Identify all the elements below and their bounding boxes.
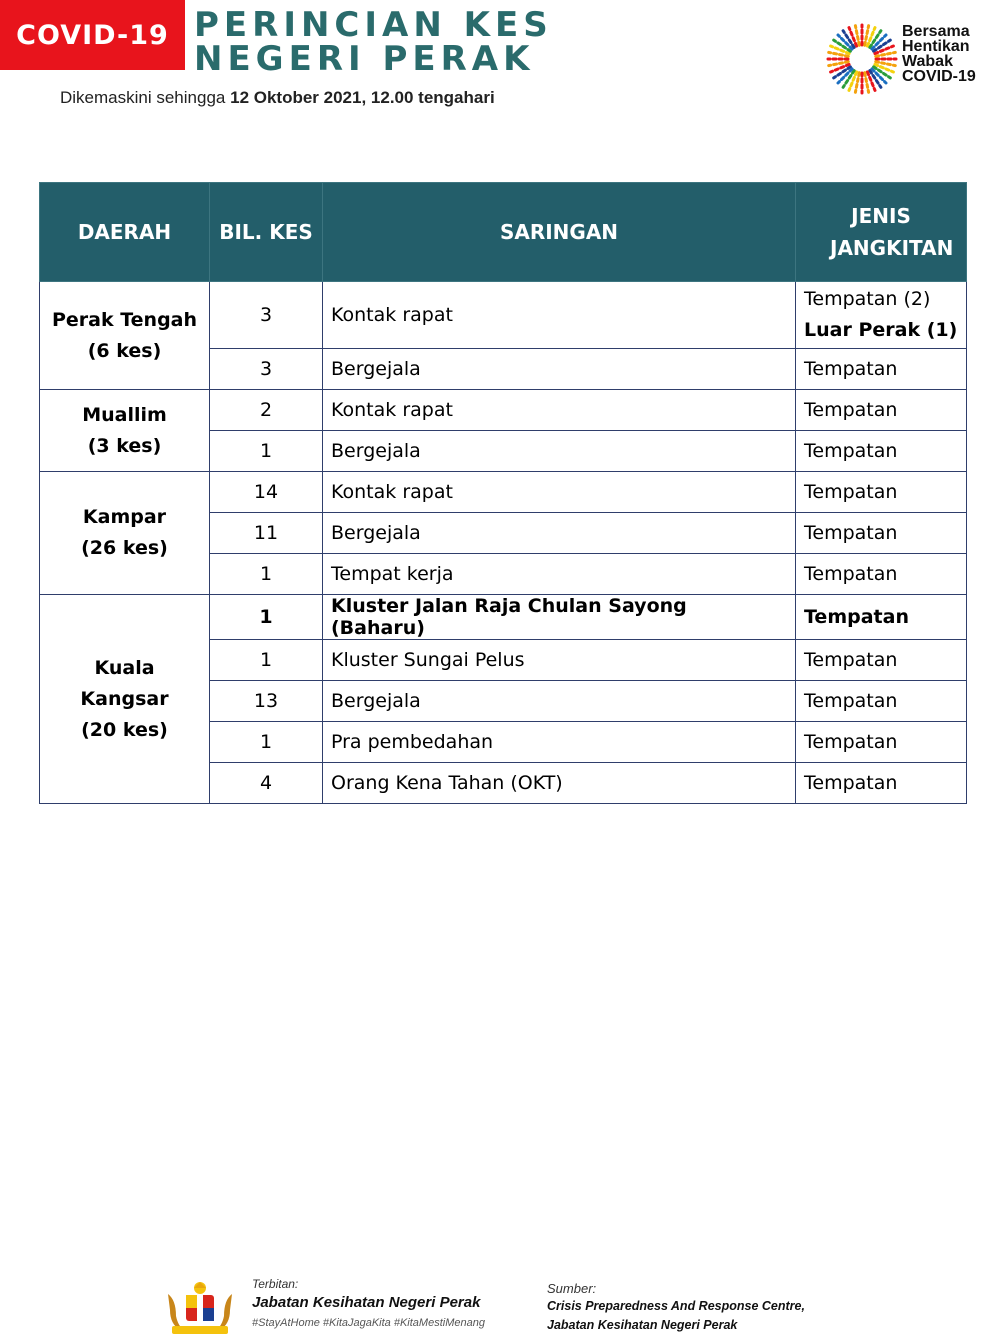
bil-cell: 4: [210, 763, 323, 804]
saringan-cell: Kluster Jalan Raja Chulan Sayong (Baharu): [323, 595, 796, 640]
jenis-cell: Tempatan: [796, 763, 967, 804]
daerah-name: Muallim: [82, 403, 167, 426]
title-line-1: PERINCIAN KES: [194, 5, 553, 45]
jenis-cell: Tempatan: [796, 640, 967, 681]
saringan-cell: Tempat kerja: [323, 554, 796, 595]
bil-cell: 11: [210, 513, 323, 554]
sunburst-icon: [826, 18, 902, 100]
jenis-cell: Tempatan: [796, 681, 967, 722]
jenis-cell: Tempatan: [796, 722, 967, 763]
cases-table: [39, 182, 967, 804]
header-bil-kes: BIL. KES: [210, 183, 323, 282]
bil-cell: 14: [210, 472, 323, 513]
footer-source: [547, 1281, 805, 1334]
footer-publisher: [252, 1277, 485, 1329]
daerah-total: (6 kes): [87, 339, 162, 362]
updated-date: 12 Oktober 2021, 12.00 tengahari: [230, 88, 495, 107]
jenis-cell: Tempatan: [796, 513, 967, 554]
logo-line: COVID-19: [902, 68, 976, 85]
jenis-value: Tempatan (2): [804, 288, 931, 310]
jenis-cell: [796, 282, 967, 349]
daerah-name: Kampar: [82, 506, 167, 528]
header-jenis-jangkitan: JENIS JANGKITAN: [796, 183, 967, 282]
logo-line: Bersama: [902, 23, 970, 40]
updated-prefix: Dikemaskini sehingga: [60, 88, 226, 107]
bil-cell: 1: [210, 595, 323, 640]
table-row: [40, 595, 967, 640]
jenis-extra-value: Luar Perak (1): [804, 319, 958, 341]
logo-text: [902, 24, 976, 84]
logo-line: Wabak: [902, 53, 953, 70]
table-row: [40, 472, 967, 513]
saringan-cell: Bergejala: [323, 513, 796, 554]
covid-badge: COVID-19: [0, 0, 185, 70]
header-saringan: SARINGAN: [323, 183, 796, 282]
daerah-name: Kuala Kangsar: [80, 656, 169, 710]
daerah-cell: [40, 472, 210, 595]
bil-cell: 3: [210, 282, 323, 349]
terbitan-label: Terbitan:: [252, 1277, 299, 1291]
table-header-row: [40, 183, 967, 282]
jenis-cell: Tempatan: [796, 431, 967, 472]
daerah-cell: [40, 282, 210, 390]
source-line-1: Crisis Preparedness And Response Centre,: [547, 1299, 805, 1313]
sumber-label: Sumber:: [547, 1281, 597, 1296]
updated-timestamp: [60, 88, 495, 108]
bil-cell: 1: [210, 554, 323, 595]
jenis-cell: Tempatan: [796, 595, 967, 640]
bil-cell: 1: [210, 640, 323, 681]
logo-line: Hentikan: [902, 38, 970, 55]
saringan-cell: Pra pembedahan: [323, 722, 796, 763]
saringan-cell: Bergejala: [323, 349, 796, 390]
saringan-cell: Kontak rapat: [323, 390, 796, 431]
daerah-total: (20 kes): [81, 718, 168, 741]
daerah-cell: [40, 390, 210, 472]
title-line-2: NEGERI PERAK: [194, 39, 535, 79]
malaysia-crest-icon: [162, 1280, 238, 1336]
saringan-cell: Bergejala: [323, 681, 796, 722]
saringan-cell: Kluster Sungai Pelus: [323, 640, 796, 681]
bil-cell: 13: [210, 681, 323, 722]
page-title: [194, 5, 553, 79]
saringan-cell: Bergejala: [323, 431, 796, 472]
publisher-name: Jabatan Kesihatan Negeri Perak: [252, 1294, 481, 1311]
jenis-cell: Tempatan: [796, 472, 967, 513]
bil-cell: 1: [210, 722, 323, 763]
saringan-cell: Kontak rapat: [323, 472, 796, 513]
header-daerah: DAERAH: [40, 183, 210, 282]
saringan-cell: Orang Kena Tahan (OKT): [323, 763, 796, 804]
source-line-2: Jabatan Kesihatan Negeri Perak: [547, 1318, 738, 1332]
jenis-cell: Tempatan: [796, 349, 967, 390]
daerah-name: Perak Tengah: [51, 308, 198, 331]
bil-cell: 1: [210, 431, 323, 472]
table-row: [40, 390, 967, 431]
jenis-cell: Tempatan: [796, 390, 967, 431]
jenis-cell: Tempatan: [796, 554, 967, 595]
hashtags: #StayAtHome #KitaJagaKita #KitaMestiMenang: [252, 1317, 485, 1329]
daerah-total: (26 kes): [81, 537, 168, 559]
daerah-total: (3 kes): [87, 434, 162, 457]
campaign-logo: [826, 18, 998, 100]
bil-cell: 2: [210, 390, 323, 431]
bil-cell: 3: [210, 349, 323, 390]
table-row: [40, 282, 967, 349]
saringan-cell: Kontak rapat: [323, 282, 796, 349]
daerah-cell: [40, 595, 210, 804]
